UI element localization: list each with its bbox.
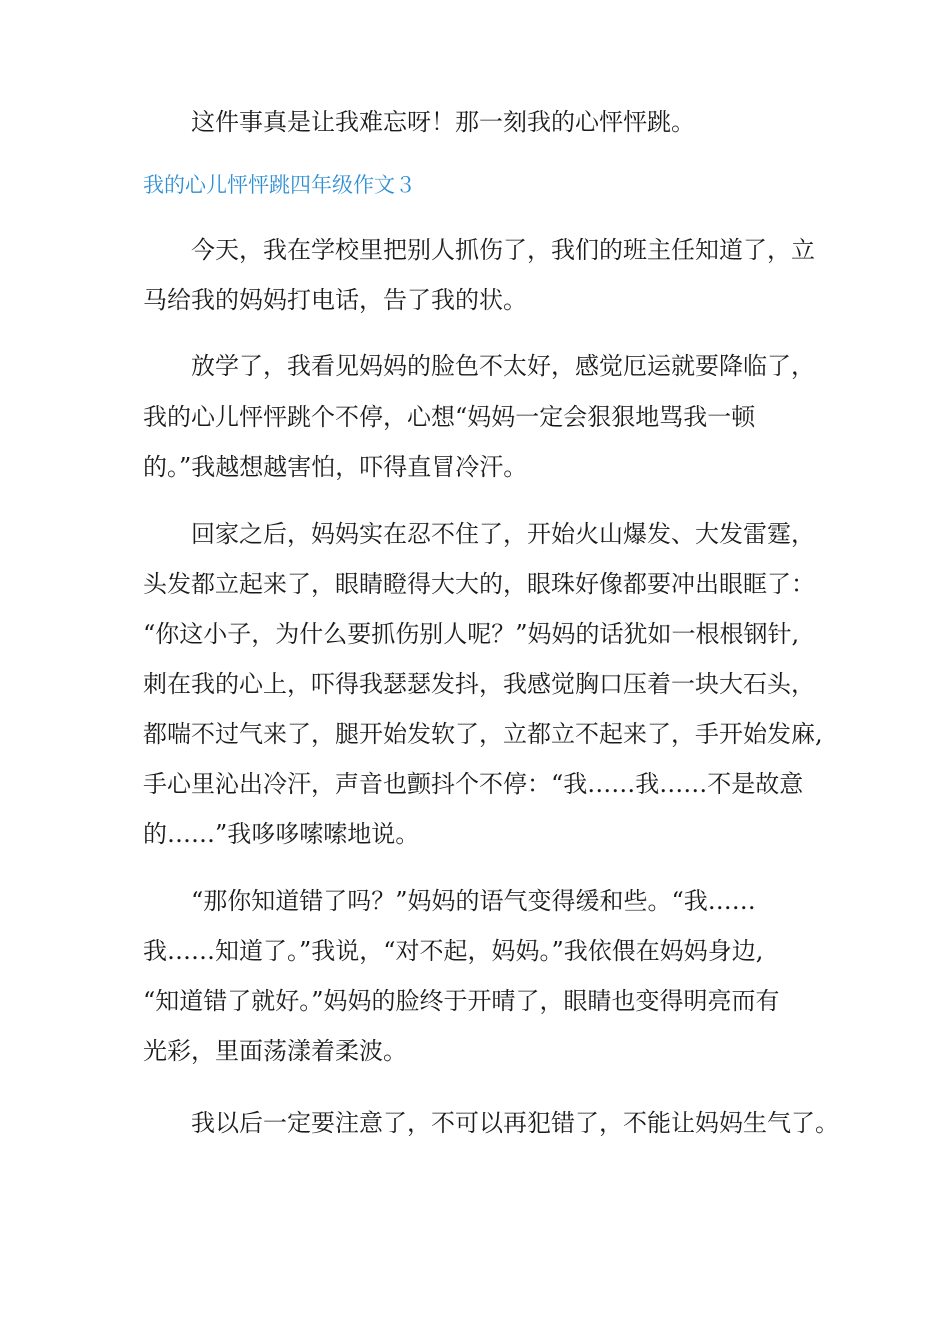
paragraph-3-line-3: “你这小子，为什么要抓伤别人呢？”妈妈的话犹如一根根钢针, [143, 620, 800, 648]
intro-line: 这件事真是让我难忘呀！那一刻我的心怦怦跳。 [191, 108, 695, 136]
section-heading: 我的心儿怦怦跳四年级作文３ [143, 173, 416, 197]
paragraph-4-line-3: “知道错了就好。”妈妈的脸终于开晴了，眼睛也变得明亮而有 [143, 987, 780, 1015]
paragraph-4-line-1: “那你知道错了吗？”妈妈的语气变得缓和些。“我…… [191, 887, 756, 915]
paragraph-3-line-4: 刺在我的心上，吓得我瑟瑟发抖，我感觉胸口压着一块大石头， [143, 670, 815, 698]
paragraph-1-line-1: 今天，我在学校里把别人抓伤了，我们的班主任知道了，立 [191, 236, 815, 264]
paragraph-2-line-3: 的。”我越想越害怕，吓得直冒冷汗。 [143, 453, 528, 481]
paragraph-3-line-2: 头发都立起来了，眼睛瞪得大大的，眼珠好像都要冲出眼眶了： [143, 570, 815, 598]
paragraph-2-line-2: 我的心儿怦怦跳个不停，心想“妈妈一定会狠狠地骂我一顿 [143, 403, 756, 431]
paragraph-1-line-2: 马给我的妈妈打电话，告了我的状。 [143, 286, 527, 314]
paragraph-3-line-6: 手心里沁出冷汗，声音也颤抖个不停：“我……我……不是故意 [143, 770, 804, 798]
paragraph-3-line-1: 回家之后，妈妈实在忍不住了，开始火山爆发、大发雷霆， [191, 520, 815, 548]
paragraph-4-line-4: 光彩，里面荡漾着柔波。 [143, 1037, 407, 1065]
paragraph-3-line-7: 的……”我哆哆嗦嗦地说。 [143, 820, 420, 848]
paragraph-4-line-2: 我……知道了。”我说，“对不起，妈妈。”我依偎在妈妈身边, [143, 937, 764, 965]
paragraph-2-line-1: 放学了，我看见妈妈的脸色不太好，感觉厄运就要降临了， [191, 352, 815, 380]
paragraph-3-line-5: 都喘不过气来了，腿开始发软了，立都立不起来了，手开始发麻, [143, 720, 823, 748]
paragraph-5-line-1: 我以后一定要注意了，不可以再犯错了，不能让妈妈生气了。 [191, 1109, 839, 1137]
